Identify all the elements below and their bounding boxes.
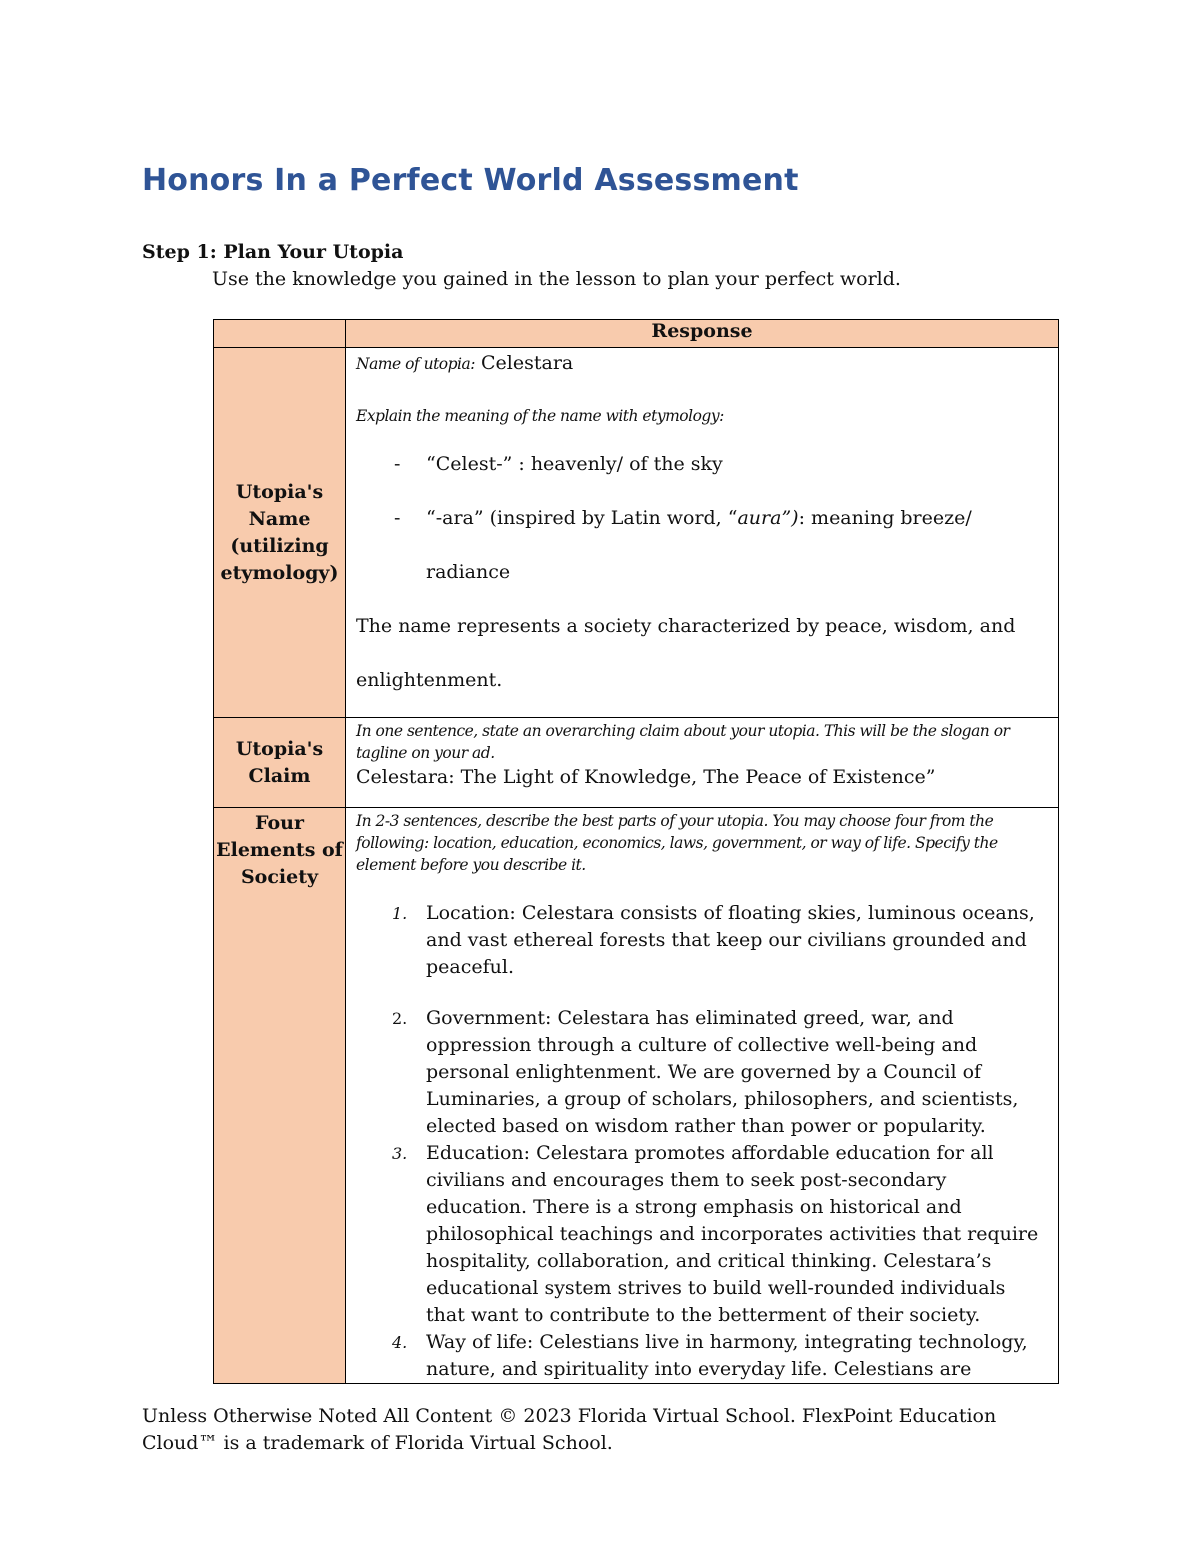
- element-item-location: [356, 900, 1049, 981]
- response-cell-claim[interactable]: [346, 718, 1059, 808]
- element-number: 4.: [392, 1333, 408, 1352]
- step-heading: Step 1: Plan Your Utopia: [142, 241, 404, 263]
- header-blank-cell: [214, 320, 346, 348]
- copyright-footer: Unless Otherwise Noted All Content © 2023 Florida Virtual School. FlexPoint Education Cloud™ is a trademark of Florida Virtual School.: [142, 1405, 997, 1454]
- etymology-bullet-1: - “Celest-” : heavenly/ of the sky: [356, 437, 1049, 491]
- etymology-list: [356, 437, 1049, 599]
- claim-answer: Celestara: The Light of Knowledge, The Peace of Existence”: [356, 766, 936, 788]
- prompt-meaning: Explain the meaning of the name with etymology:: [356, 407, 724, 425]
- element-item-education: [356, 1140, 1049, 1329]
- row-label-name: Utopia's Name (utilizing etymology): [214, 348, 346, 718]
- prompt-name: Name of utopia:: [356, 355, 475, 373]
- table-row-claim: [214, 718, 1059, 808]
- element-item-way-of-life: [356, 1329, 1049, 1383]
- row-label-claim: Utopia's Claim: [214, 718, 346, 808]
- element-number: 2.: [392, 1009, 408, 1028]
- etymology-bullet-2: [356, 491, 1049, 599]
- response-cell-elements[interactable]: [346, 808, 1059, 1384]
- table-row-name: [214, 348, 1059, 718]
- name-summary: The name represents a society characterized by peace, wisdom, and enlightenment.: [356, 615, 1016, 691]
- utopia-name-value: Celestara: [474, 352, 574, 374]
- table-header-row: [214, 320, 1059, 348]
- element-text: Government: Celestara has eliminated greed, war, and oppression through a culture of collective well-being and personal enlightenment. We are governed by a Council of Luminaries, a group of scholars, philosophers, and scientists, elected based on wisdom rather than power or popularity.: [426, 1007, 1019, 1137]
- element-number: 3.: [392, 1144, 408, 1163]
- elements-instruction: In 2-3 sentences, describe the best parts of your utopia. You may choose four from the following: location, education, economics, laws, government, or way of life. Specify the element before you describe it.: [356, 812, 998, 874]
- table-row-elements: [214, 808, 1059, 1384]
- bullet-2-part-a: “-ara” (inspired by Latin word, “: [426, 507, 738, 529]
- bullet-2-latin-word: aura: [737, 507, 782, 529]
- page-title: Honors In a Perfect World Assessment: [142, 163, 799, 198]
- claim-instruction: In one sentence, state an overarching claim about your utopia. This will be the slogan or tagline on your ad.: [356, 722, 1010, 762]
- utopia-plan-table: [213, 319, 1059, 1384]
- element-text: Education: Celestara promotes affordable education for all civilians and encourages them to seek post-secondary education. There is a strong emphasis on historical and philosophical teachings and incorporates activities that require hospitality, collaboration, and critical thinking. Celestara’s educational system strives to build well-rounded individuals that want to contribute to the betterment of their society.: [426, 1142, 1039, 1326]
- step-description: Use the knowledge you gained in the lesson to plan your perfect world.: [212, 268, 901, 290]
- element-text: Way of life: Celestians live in harmony, integrating technology, nature, and spirituality into everyday life. Celestians are: [426, 1331, 1028, 1380]
- element-number: 1.: [392, 904, 408, 923]
- element-text: Location: Celestara consists of floating skies, luminous oceans, and vast ethereal forests that keep our civilians grounded and peaceful.: [426, 902, 1035, 978]
- elements-list: [356, 900, 1049, 1383]
- element-item-government: [356, 1005, 1049, 1140]
- bullet-2-part-c: : meaning breeze/ radiance: [426, 507, 972, 583]
- header-response: Response: [346, 320, 1059, 348]
- response-cell-name[interactable]: [346, 348, 1059, 718]
- bullet-2-part-b: ”): [781, 507, 799, 529]
- utopia-name-line: [356, 350, 1049, 377]
- row-label-elements: Four Elements of Society: [214, 808, 346, 1384]
